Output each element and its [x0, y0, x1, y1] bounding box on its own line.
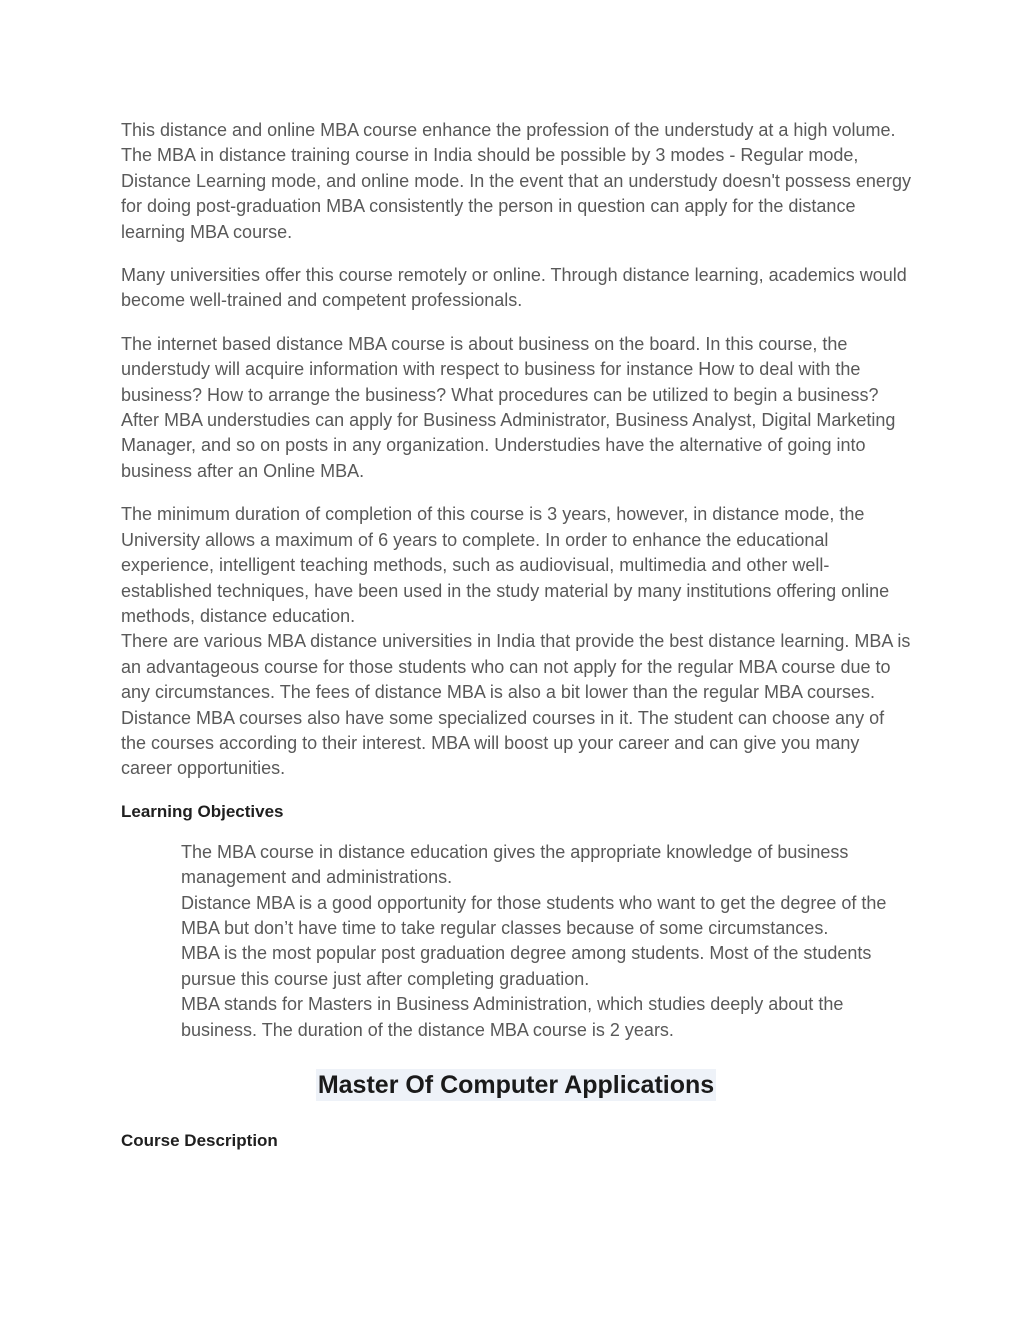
course-description-heading: Course Description: [121, 1131, 278, 1150]
paragraph-universities-india: There are various MBA distance universities in India that provide the best distance learning. MBA is an advantageous course for those students who can not apply for the regular MBA course due to any circumstances. The fees of distance MBA is also a bit lower than the regular MBA courses. Distance MBA courses also have some specialized courses in it. The student can choose any of the courses according to their interest. MBA will boost up your career and can give you many career opportunities.: [121, 631, 911, 779]
learning-objectives-list: [181, 840, 911, 1043]
section-title-container: [121, 1069, 911, 1101]
paragraph-intro: This distance and online MBA course enhance the profession of the understudy at a high volume. The MBA in distance training course in India should be possible by 3 modes - Regular mode, Distance Learning mode, and online mode. In the event that an understudy doesn't possess energy for doing post-graduation MBA consistently the person in question can apply for the distance learning MBA course.: [121, 120, 911, 242]
list-item: MBA is the most popular post graduation degree among students. Most of the students pursue this course just after completing graduation.: [181, 943, 872, 989]
learning-objectives-heading: Learning Objectives: [121, 801, 284, 821]
section-title: Master Of Computer Applications: [317, 1071, 715, 1099]
document-page: [121, 118, 911, 1169]
list-item: The MBA course in distance education gives the appropriate knowledge of business management and administrations.: [181, 841, 849, 888]
paragraph-duration: The minimum duration of completion of this course is 3 years, however, in distance mode, the University allows a maximum of 6 years to complete. In order to enhance the educational experience, intelligent teaching methods, such as audiovisual, multimedia and other well-established techniques, have been used in the study material by many institutions offering online methods, distance education.: [121, 504, 890, 626]
list-item: MBA stands for Masters in Business Administration, which studies deeply about the business. The duration of the distance MBA course is 2 years.: [181, 994, 844, 1040]
paragraph-universities: Many universities offer this course remotely or online. Through distance learning, academics would become well-trained and competent professionals.: [121, 265, 907, 311]
paragraph-internet-based: The internet based distance MBA course is about business on the board. In this course, the understudy will acquire information with respect to business for instance How to deal with the business? How to arrange the business? What procedures can be utilized to begin a business? After MBA understudies can apply for Business Administrator, Business Analyst, Digital Marketing Manager, and so on posts in any organization. Understudies have the alternative of going into business after an Online MBA.: [121, 333, 896, 481]
list-item: Distance MBA is a good opportunity for those students who want to get the degree of the MBA but don’t have time to take regular classes because of some circumstances.: [181, 892, 887, 938]
